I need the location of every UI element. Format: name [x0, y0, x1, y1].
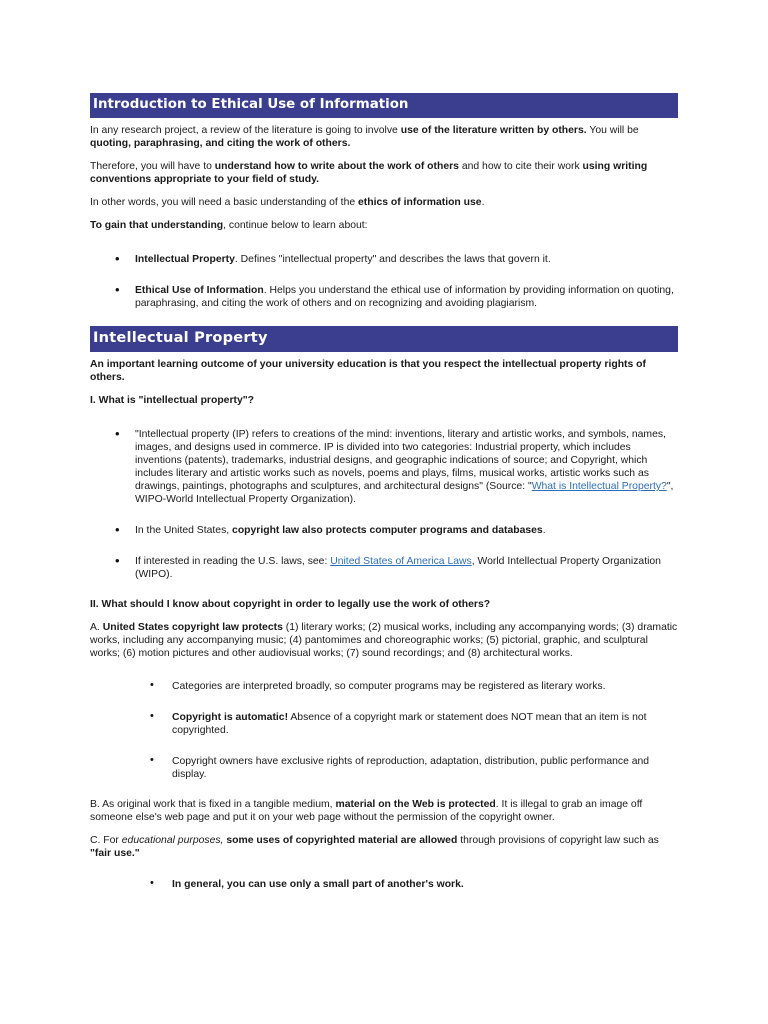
text-run: Absence of a copyright mark or statement does NOT mean that an item is not copyrighted. — [172, 712, 647, 736]
intro-paragraph-2 — [90, 160, 678, 186]
text-run: , World Intellectual Property Organization (WIPO). — [135, 556, 661, 580]
text-run: B. As original work that is fixed in a tangible medium, — [90, 799, 336, 810]
text-run: I. What is "intellectual property"? — [90, 395, 255, 406]
ip-lead-paragraph — [90, 358, 678, 384]
text-run: C. For — [90, 835, 122, 846]
text-run: "fair use." — [90, 848, 140, 859]
text-run: understand how to write about the work of others — [214, 161, 459, 172]
intro-paragraph-1 — [90, 124, 678, 150]
text-run: "Intellectual property (IP) refers to creations of the mind: inventions, literary and artistic works, and symbols, names, images, and designs used in commerce. IP is divided into two categories: Industrial property, which includes inventions (patents), trademarks, industrial designs, and geographic indications of source; and Copyright, which includes literary and artistic works such as novels, poems and plays, films, musical works, artistic works such as drawings, paintings, photographs and sculptures, and architectural designs" (Source: " — [135, 429, 666, 492]
text-run: In the United States, — [135, 525, 233, 536]
paragraph-b — [90, 798, 678, 824]
intro-topic-list — [90, 253, 678, 310]
text-run: You will be — [586, 125, 639, 136]
text-run: through provisions of copyright law such as — [457, 835, 659, 846]
text-run: (1) literary works; (2) musical works, including any accompanying words; (3) dramatic works, including any accompanying music; (4) pantomimes and choreographic works; (5) pictorial, graphic, and sculptural works; (6) motion pictures and other audiovisual works; (7) sound recordings; and (8) architectural works. — [90, 622, 678, 659]
text-run: Copyright is automatic! — [172, 712, 289, 723]
paragraph-c-list — [90, 878, 678, 891]
source-link[interactable]: United States of America Laws — [330, 556, 472, 567]
text-run: An important learning outcome of your university education is that you respect the intellectual property rights of others. — [90, 359, 646, 383]
text-run: Categories are interpreted broadly, so computer programs may be registered as literary works. — [172, 681, 606, 692]
paragraph-a — [90, 621, 678, 660]
text-run: Intellectual Property — [135, 254, 235, 265]
text-run: Copyright owners have exclusive rights of reproduction, adaptation, distribution, public performance and display. — [172, 756, 650, 780]
text-run: some uses of copyrighted material are allowed — [226, 835, 458, 846]
ip-question-2 — [90, 598, 678, 611]
paragraph-c-item-1 — [90, 878, 678, 891]
document-page — [90, 93, 678, 891]
text-run: , continue below to learn about: — [223, 220, 368, 231]
ip-us-law-item — [90, 524, 678, 537]
intro-heading: Introduction to Ethical Use of Information — [90, 93, 678, 118]
text-run: To gain that understanding — [90, 220, 224, 231]
ip-question-1 — [90, 394, 678, 407]
text-run: In other words, you will need a basic understanding of the — [90, 197, 359, 208]
text-run: United States copyright law protects — [102, 622, 283, 633]
text-run: Ethical Use of Information — [135, 285, 264, 296]
text-run: quoting, paraphrasing, and citing the work of others. — [90, 138, 351, 149]
ip-laws-link-item — [90, 555, 678, 581]
text-run: II. What should I know about copyright in order to legally use the work of others? — [90, 599, 491, 610]
text-run: ", WIPO-World Intellectual Property Organization). — [135, 481, 674, 505]
intro-topic-intellectual-property — [90, 253, 678, 266]
ip-definition-item — [90, 428, 678, 506]
intro-paragraph-3 — [90, 196, 678, 209]
text-run: and how to cite their work — [458, 161, 583, 172]
intro-paragraph-4 — [90, 219, 678, 232]
text-run: . It is illegal to grab an image off someone else's web page and put it on your web page without the permission of the copyright owner. — [90, 799, 643, 823]
text-run: Therefore, you will have to — [90, 161, 215, 172]
text-run: educational purposes, — [121, 835, 224, 846]
text-run: . Defines "intellectual property" and describes the laws that govern it. — [234, 254, 551, 265]
text-run: using writing conventions appropriate to your field of study. — [90, 161, 648, 185]
text-run: . — [481, 197, 485, 208]
paragraph-a-item-2 — [90, 711, 678, 737]
text-run: copyright law also protects computer programs and databases — [232, 525, 543, 536]
text-run: ethics of information use — [358, 197, 482, 208]
text-run: In any research project, a review of the literature is going to involve — [90, 125, 401, 136]
paragraph-a-list — [90, 680, 678, 781]
paragraph-a-item-1 — [90, 680, 678, 693]
paragraph-c — [90, 834, 678, 860]
paragraph-a-item-3 — [90, 755, 678, 781]
text-run: A. — [90, 622, 103, 633]
ip-definition-list — [90, 428, 678, 581]
intro-topic-ethical-use — [90, 284, 678, 310]
text-run: material on the Web is protected — [335, 799, 496, 810]
text-run: use of the literature written by others. — [400, 125, 587, 136]
text-run: . Helps you understand the ethical use of information by providing information on quoting, paraphrasing, and citing the work of others and on recognizing and avoiding plagiarism. — [135, 285, 674, 309]
source-link[interactable]: What is Intellectual Property? — [531, 481, 667, 492]
intellectual-property-heading: Intellectual Property — [90, 326, 678, 352]
text-run: If interested in reading the U.S. laws, see: — [135, 556, 331, 567]
text-run: In general, you can use only a small part of another's work. — [172, 879, 464, 890]
text-run: . — [542, 525, 546, 536]
